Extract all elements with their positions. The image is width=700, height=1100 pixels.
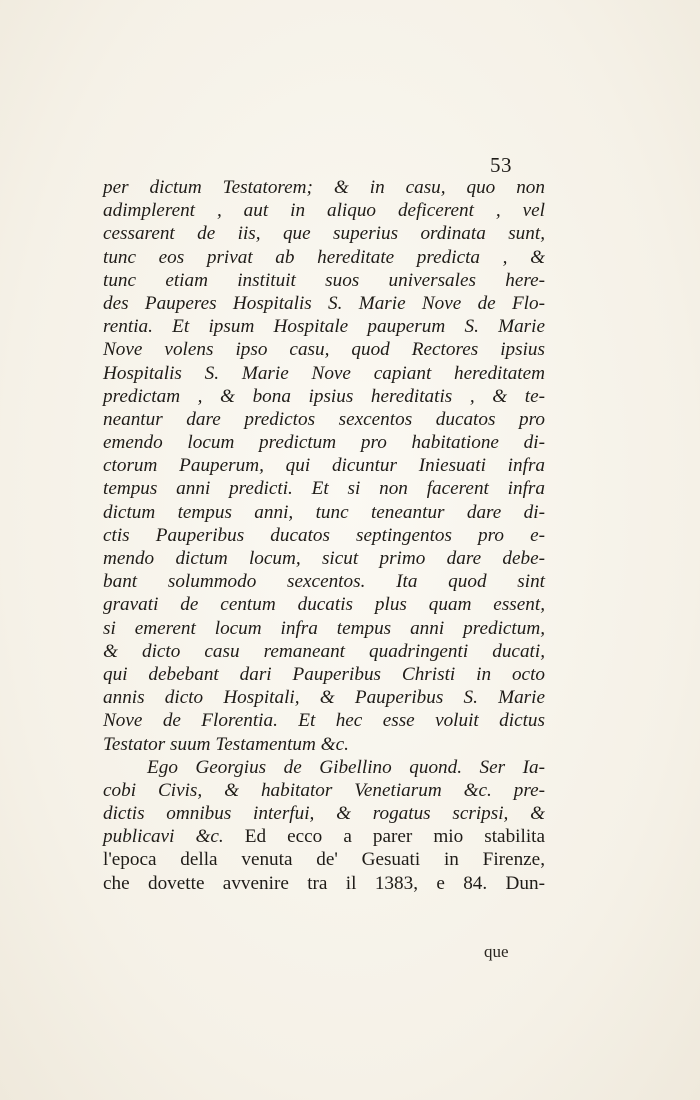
text-line-roman-part: Ed ecco a parer mio stabilita	[223, 826, 546, 848]
text-line: bant solummodo sexcentos. Ita quod sint	[103, 571, 545, 593]
text-line: dictum tempus anni, tunc teneantur dare di-	[103, 501, 545, 523]
text-line: cobi Civis, & habitator Venetiarum &c. pre-	[103, 779, 545, 801]
text-line: che dovette avvenire tra il 1383, e 84. Dun-	[103, 872, 545, 894]
text-line: l'epoca della venuta de' Gesuati in Firenze,	[103, 849, 545, 871]
text-line: qui debebant dari Pauperibus Christi in octo	[103, 663, 545, 685]
text-line: predictam , & bona ipsius hereditatis , & te-	[103, 385, 545, 407]
text-line-italic-part: publicavi &c.	[103, 826, 224, 848]
text-line: Nove volens ipso casu, quod Rectores ipsius	[103, 339, 545, 361]
text-line: Testator suum Testamentum &c.	[103, 733, 349, 755]
text-line: gravati de centum ducatis plus quam essent,	[103, 594, 545, 616]
text-line: tunc eos privat ab hereditate predicta , &	[103, 246, 545, 268]
text-line: annis dicto Hospitali, & Pauperibus S. Marie	[103, 687, 545, 709]
text-line: tunc etiam instituit suos universales here-	[103, 269, 545, 291]
page-number: 53	[490, 153, 512, 177]
text-line: ctorum Pauperum, qui dicuntur Iniesuati infra	[103, 455, 545, 477]
text-line: neantur dare predictos sexcentos ducatos pro	[103, 408, 545, 430]
text-line: dictis omnibus interfui, & rogatus scripsi, &	[103, 803, 545, 825]
text-line: mendo dictum locum, sicut primo dare debe-	[103, 548, 545, 569]
text-line: emendo locum predictum pro habitatione di-	[103, 432, 545, 454]
text-line: si emerent locum infra tempus anni predictum,	[103, 617, 545, 639]
text-line: ctis Pauperibus ducatos septingentos pro e-	[103, 524, 545, 546]
text-line: Ego Georgius de Gibellino quond. Ser Ia-	[147, 756, 545, 778]
text-line: per dictum Testatorem; & in casu, quo non	[103, 177, 545, 198]
text-line: & dicto casu remaneant quadringenti ducati,	[103, 640, 545, 662]
text-line: des Pauperes Hospitalis S. Marie Nove de Flo-	[103, 292, 545, 314]
text-line: Nove de Florentia. Et hec esse voluit dictus	[103, 710, 545, 732]
text-line: cessarent de iis, que superius ordinata sunt,	[103, 223, 545, 245]
text-line: adimplerent , aut in aliquo deficerent , vel	[103, 200, 545, 222]
catchword: que	[484, 942, 509, 961]
body-text	[103, 176, 545, 895]
text-line: Hospitalis S. Marie Nove capiant hereditatem	[103, 362, 545, 384]
text-line: rentia. Et ipsum Hospitale pauperum S. Marie	[103, 316, 545, 338]
text-line	[103, 825, 545, 848]
text-line: tempus anni predicti. Et si non facerent infra	[103, 478, 545, 500]
